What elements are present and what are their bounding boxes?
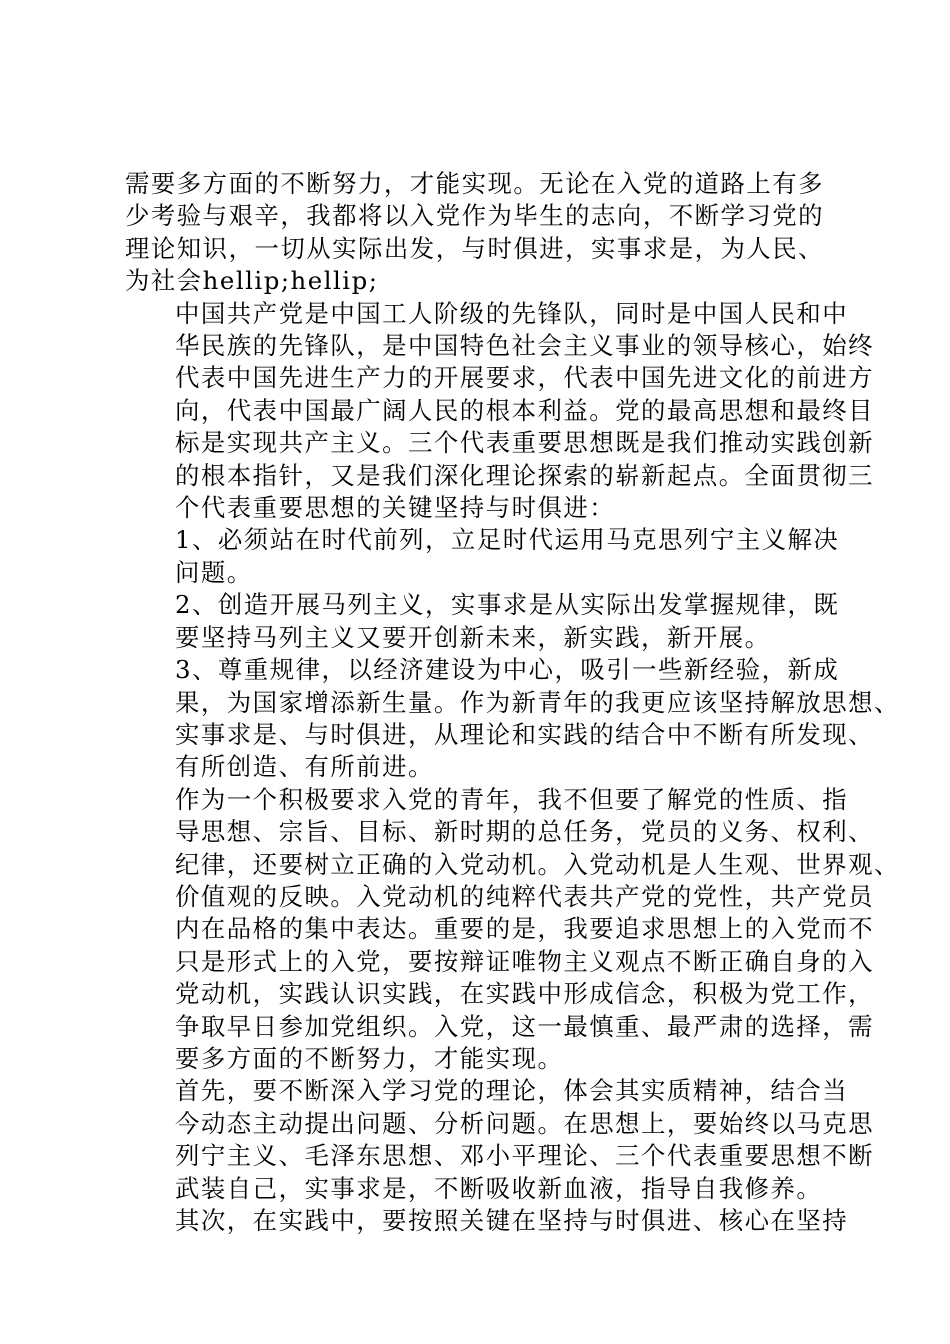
text-line: 党动机，实践认识实践，在实践中形成信念，积极为党工作， xyxy=(175,979,875,1009)
text-line: 向，代表中国最广阔人民的根本利益。党的最高思想和最终目 xyxy=(175,395,875,425)
text-line: 需要多方面的不断努力，才能实现。无论在入党的道路上有多 xyxy=(125,169,825,198)
paragraph xyxy=(125,784,900,1076)
text-line: 内在品格的集中表达。重要的是，我要追求思想上的入党而不 xyxy=(175,914,875,944)
text-line: 价值观的反映。入党动机的纯粹代表共产党的党性，共产党员 xyxy=(175,881,875,911)
text-line: 导思想、宗旨、目标、新时期的总任务，党员的义务、权利、 xyxy=(175,817,875,847)
text-line: 问题。 xyxy=(175,557,253,587)
text-line: 其次，在实践中，要按照关键在坚持与时俱进、核心在坚持 xyxy=(175,1206,849,1235)
text-line: 要多方面的不断努力，才能实现。 xyxy=(175,1043,564,1073)
text-line: 果，为国家增添新生量。作为新青年的我更应该坚持解放思想、 xyxy=(175,687,900,717)
text-line: 中国共产党是中国工人阶级的先锋队，同时是中国人民和中 xyxy=(175,298,849,328)
paragraph xyxy=(125,168,841,298)
text-line: 理论知识，一切从实际出发，与时俱进，实事求是，为人民、 xyxy=(125,233,825,263)
text-line: 实事求是、与时俱进，从理论和实践的结合中不断有所发现、 xyxy=(175,719,875,749)
paragraph xyxy=(125,1075,875,1205)
paragraph xyxy=(125,1205,849,1237)
text-line: 作为一个积极要求入党的青年，我不但要了解党的性质、指 xyxy=(175,784,849,814)
text-line: 要坚持马列主义又要开创新未来，新实践，新开展。 xyxy=(175,622,771,652)
text-line: 个代表重要思想的关键坚持与时俱进： xyxy=(175,493,616,523)
text-line: 3、尊重规律，以经济建设为中心，吸引一些新经验，新成 xyxy=(175,655,840,685)
text-line: 首先，要不断深入学习党的理论，体会其实质精神，结合当 xyxy=(175,1076,849,1106)
paragraph xyxy=(125,524,841,589)
text-line: 少考验与艰辛，我都将以入党作为毕生的志向，不断学习党的 xyxy=(125,201,825,231)
text-line: 有所创造、有所前进。 xyxy=(175,752,434,782)
text-line: 华民族的先锋队，是中国特色社会主义事业的领导核心，始终 xyxy=(175,331,875,361)
paragraph xyxy=(125,654,900,784)
document-body xyxy=(125,168,900,1237)
text-line: 代表中国先进生产力的开展要求，代表中国先进文化的前进方 xyxy=(175,363,875,393)
paragraph xyxy=(125,589,841,654)
text-line: 的根本指针，又是我们深化理论探索的崭新起点。全面贯彻三 xyxy=(175,460,875,490)
text-line: 为社会hellip;hellip; xyxy=(125,266,379,296)
paragraph xyxy=(125,298,875,525)
text-line: 1、必须站在时代前列，立足时代运用马克思列宁主义解决 xyxy=(175,525,840,555)
text-line: 列宁主义、毛泽东思想、邓小平理论、三个代表重要思想不断 xyxy=(175,1141,875,1171)
text-line: 今动态主动提出问题、分析问题。在思想上，要始终以马克思 xyxy=(175,1108,875,1138)
text-line: 争取早日参加党组织。入党，这一最慎重、最严肃的选择，需 xyxy=(175,1011,875,1041)
text-line: 标是实现共产主义。三个代表重要思想既是我们推动实践创新 xyxy=(175,428,875,458)
text-line: 只是形式上的入党，要按辩证唯物主义观点不断正确自身的入 xyxy=(175,946,875,976)
text-line: 纪律，还要树立正确的入党动机。入党动机是人生观、世界观、 xyxy=(175,849,900,879)
text-line: 2、创造开展马列主义，实事求是从实际出发掌握规律，既 xyxy=(175,590,840,620)
text-line: 武装自己，实事求是，不断吸收新血液，指导自我修养。 xyxy=(175,1173,823,1203)
